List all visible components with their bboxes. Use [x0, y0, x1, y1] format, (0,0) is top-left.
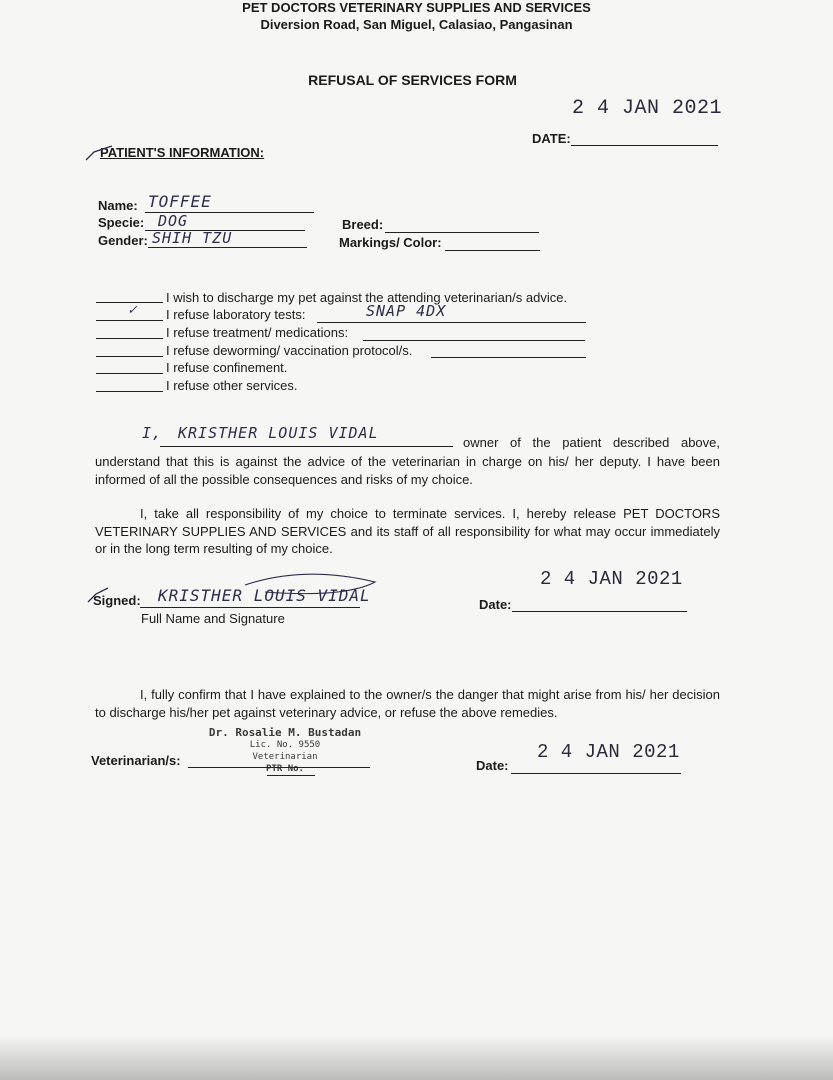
name-label: Name:	[98, 198, 138, 213]
owner-name-line	[160, 446, 453, 447]
veterinarian-label: Veterinarian/s:	[91, 753, 181, 768]
company-name: PET DOCTORS VETERINARY SUPPLIES AND SERVICES	[242, 0, 591, 15]
option-deworming: I refuse deworming/ vaccination protocol/s.	[166, 343, 413, 358]
vet-stamp-license: Lic. No. 9550	[249, 740, 321, 750]
scan-shadow	[0, 1035, 833, 1080]
vet-date-stamp: 2 4 JAN 2021	[537, 741, 680, 763]
date-label: DATE:	[532, 131, 571, 146]
gender-value: SHIH TZU	[152, 229, 233, 247]
signature-flourish-icon	[225, 560, 385, 610]
statement-prefix: I,	[142, 424, 163, 442]
signed-date-stamp: 2 4 JAN 2021	[540, 568, 683, 590]
statement-line1-suffix: owner of the patient described above,	[463, 435, 720, 450]
date-line	[571, 145, 718, 146]
form-title: REFUSAL OF SERVICES FORM	[308, 72, 517, 88]
breed-line	[385, 232, 539, 233]
ptr-line	[267, 775, 315, 776]
option-discharge: I wish to discharge my pet against the attending veterinarian/s advice.	[166, 290, 568, 305]
gender-label: Gender:	[98, 233, 148, 248]
date-stamp: 2 4 JAN 2021	[572, 97, 723, 120]
option-other: I refuse other services.	[166, 378, 298, 393]
confirmation-text: I, fully confirm that I have explained to the owner/s the danger that might arise from his/ her decision to discharge his/her pet against veterinary advice, or refuse the above remedies.	[95, 687, 720, 720]
option-blank-3	[96, 338, 163, 339]
markings-line	[445, 250, 540, 251]
responsibility-text: I, take all responsibility of my choice to terminate services. I, hereby release PET DOCTORS VETERINARY SUPPLIES AND SERVICES and its staff of all responsibility for what may occur immediately or in the long term resulting of my choice.	[95, 506, 720, 556]
patient-section-title: PATIENT'S INFORMATION:	[100, 145, 265, 160]
signed-label: Signed:	[93, 593, 141, 608]
specie-value: DOG	[158, 212, 189, 230]
treatment-line	[363, 340, 585, 341]
option-blank-2	[96, 320, 163, 321]
owner-signature: KRISTHER LOUIS VIDAL	[158, 586, 371, 605]
breed-label: Breed:	[342, 217, 384, 232]
lab-tests-line	[317, 322, 586, 323]
option-lab-detail: SNAP 4DX	[366, 302, 447, 320]
signature-caption: Full Name and Signature	[141, 611, 285, 626]
option-mark-2: ✓	[128, 302, 138, 318]
option-lab-tests: I refuse laboratory tests:	[166, 307, 306, 322]
gender-line	[148, 247, 307, 248]
statement-body: understand that this is against the advice of the veterinarian in charge on his/ her deputy. I have been informed of all the possible consequences and risks of my choice.	[95, 454, 720, 487]
signed-check-icon	[86, 586, 110, 604]
option-blank-6	[96, 391, 163, 392]
veterinarian-line	[188, 767, 370, 768]
option-blank-4	[96, 356, 163, 357]
name-value: TOFFEE	[148, 192, 212, 211]
owner-name: KRISTHER LOUIS VIDAL	[178, 424, 379, 442]
option-confinement: I refuse confinement.	[166, 360, 288, 375]
markings-label: Markings/ Color:	[339, 235, 442, 250]
vet-date-line	[511, 773, 681, 774]
check-mark-icon	[84, 144, 114, 164]
option-blank-5	[96, 373, 163, 374]
vet-date-label: Date:	[476, 758, 509, 773]
option-treatment: I refuse treatment/ medications:	[166, 325, 349, 340]
signed-date-label: Date:	[479, 597, 512, 612]
vet-stamp-ptr: PTR No.	[266, 764, 304, 774]
signed-date-line	[512, 611, 687, 612]
vet-stamp-title: Veterinarian	[252, 752, 318, 762]
vet-stamp-name: Dr. Rosalie M. Bustadan	[208, 726, 362, 739]
signature-line	[140, 607, 360, 608]
specie-label: Specie:	[98, 215, 145, 230]
deworming-line	[431, 357, 586, 358]
company-address: Diversion Road, San Miguel, Calasiao, Pangasinan	[260, 17, 573, 32]
